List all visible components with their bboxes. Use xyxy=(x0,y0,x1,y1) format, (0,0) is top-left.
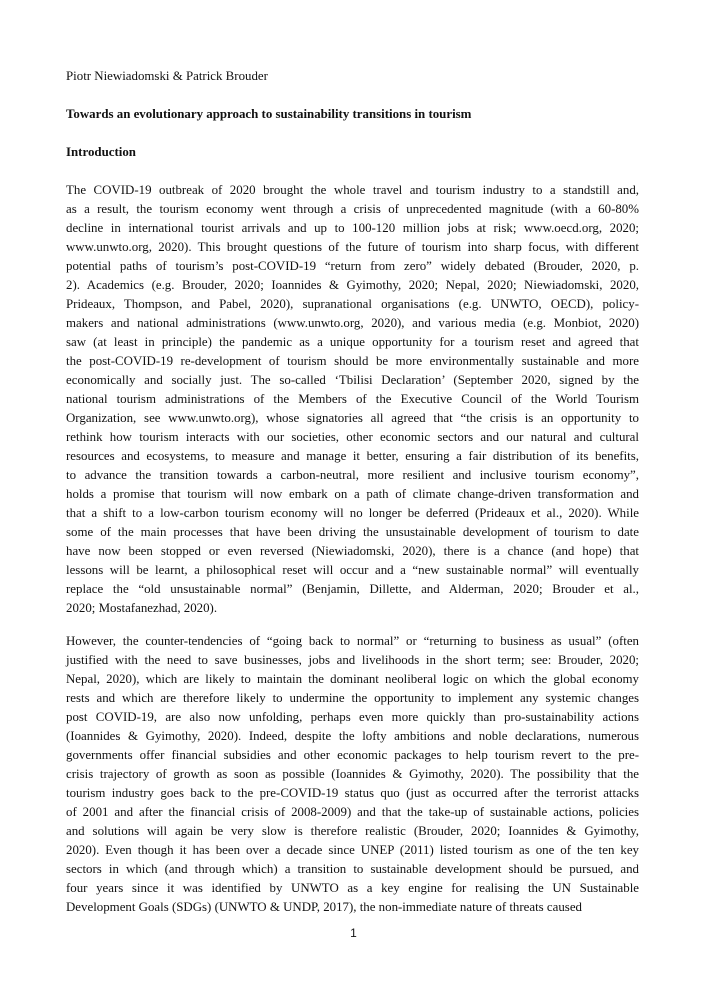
paragraph-line: Organization, see www.unwto.org), whose signatories all agreed that “the crisis is an opportunity to xyxy=(66,411,639,425)
paragraph-line: that a shift to a low-carbon tourism economy will no longer be deferred (Prideaux et al., 2020). While xyxy=(66,506,639,520)
paragraph-line: justified with the need to save businesses, jobs and livelihoods in the short term; see: Brouder, 2020; xyxy=(66,653,639,667)
paragraph-line: national tourism administrations of the Members of the Executive Council of the World Tourism xyxy=(66,392,639,406)
paragraph-line: lessons will be learnt, a philosophical reset will occur and a “new sustainable normal” will eventually xyxy=(66,563,639,577)
paragraph-line: and solutions will again be very slow is therefore realistic (Brouder, 2020; Ioannides & Gyimothy, xyxy=(66,824,639,838)
paragraph-line: crisis trajectory of growth as soon as possible (Ioannides & Gyimothy, 2020). The possibility that the xyxy=(66,767,639,781)
paragraph-line: 2020). Even though it has been over a decade since UNEP (2011) listed tourism as one of the ten key xyxy=(66,843,639,857)
paragraph-line: tourism industry goes back to the pre-COVID-19 status quo (just as occurred after the terrorist attacks xyxy=(66,786,639,800)
paragraph-line: www.unwto.org, 2020). This brought questions of the future of tourism into sharp focus, with different xyxy=(66,240,639,254)
paragraph-line: 2020; Mostafanezhad, 2020). xyxy=(66,601,218,615)
paragraph-line: as a result, the tourism economy went through a crisis of unprecedented magnitude (with a 60-80% xyxy=(66,202,639,216)
paragraph-line: some of the main processes that have been driving the unsustainable development of tourism to date xyxy=(66,525,639,539)
paragraph-line: Nepal, 2020), which are likely to maintain the dominant neoliberal logic on which the global economy xyxy=(66,672,639,686)
paragraph-line: of 2001 and after the financial crisis of 2008-2009) and that the take-up of sustainable actions, policies xyxy=(66,805,639,819)
paragraph-line: saw (at least in principle) the pandemic as a unique opportunity for a tourism reset and agreed that xyxy=(66,335,639,349)
paragraph-line: the post-COVID-19 re-development of tourism should be more environmentally sustainable and more xyxy=(66,354,639,368)
paragraph-line: potential paths of tourism’s post-COVID-19 “return from zero” widely debated (Brouder, 2020, p. xyxy=(66,259,639,273)
authors: Piotr Niewiadomski & Patrick Brouder xyxy=(66,69,268,83)
paragraph-line: post COVID-19, are also now unfolding, perhaps even more quickly than pro-sustainability actions xyxy=(66,710,639,724)
paragraph-line: governments offer financial subsidies and other economic packages to help tourism revert to the pre- xyxy=(66,748,639,762)
paragraph-line: to advance the transition towards a carbon-neutral, more resilient and inclusive tourism economy”, xyxy=(66,468,639,482)
paragraph-line: Prideaux, Thompson, and Pabel, 2020), supranational organisations (e.g. UNWTO, OECD), policy- xyxy=(66,297,639,311)
paragraph-line: rests and which are therefore likely to undermine the opportunity to implement any systemic changes xyxy=(66,691,639,705)
paragraph-line: (Ioannides & Gyimothy, 2020). Indeed, despite the lofty ambitions and noble declarations, numerous xyxy=(66,729,639,743)
paragraph-line: replace the “old unsustainable normal” (Benjamin, Dillette, and Alderman, 2020; Brouder et al., xyxy=(66,582,639,596)
paragraph-line: 2). Academics (e.g. Brouder, 2020; Ioannides & Gyimothy, 2020; Nepal, 2020; Niewiadomski, 2020, xyxy=(66,278,639,292)
paragraph-line: decline in international tourist arrivals and up to 100-120 million jobs at risk; www.oecd.org, 2020; xyxy=(66,221,639,235)
paragraph-line: makers and national administrations (www.unwto.org, 2020), and various media (e.g. Monbiot, 2020) xyxy=(66,316,639,330)
paper-title: Towards an evolutionary approach to sustainability transitions in tourism xyxy=(66,107,472,121)
paragraph-line: The COVID-19 outbreak of 2020 brought the whole travel and tourism industry to a standstill and, xyxy=(66,183,639,197)
paragraph-line: rethink how tourism interacts with our societies, other economic sectors and our natural and cultural xyxy=(66,430,639,444)
paragraph-line: Development Goals (SDGs) (UNWTO & UNDP, 2017), the non-immediate nature of threats caused xyxy=(66,900,582,914)
section-heading: Introduction xyxy=(66,145,136,159)
paragraph-line: sectors in which (and through which) a transition to sustainable development should be pursued, and xyxy=(66,862,639,876)
paragraph-line: However, the counter-tendencies of “going back to normal” or “returning to business as usual” (often xyxy=(66,634,639,648)
paragraph-line: have now been stopped or even reversed (Niewiadomski, 2020), there is a chance (and hope) that xyxy=(66,544,639,558)
paragraph-line: resources and ecosystems, to measure and manage it better, ensuring a fair distribution of its benefits, xyxy=(66,449,639,463)
paragraph-line: economically and socially just. The so-called ‘Tbilisi Declaration’ (September 2020, signed by the xyxy=(66,373,639,387)
paragraph-line: holds a promise that tourism will now embark on a path of climate change-driven transformation and xyxy=(66,487,639,501)
page-number: 1 xyxy=(350,926,357,940)
paragraph-line: four years since it was identified by UNWTO as a key engine for realising the UN Sustainable xyxy=(66,881,639,895)
